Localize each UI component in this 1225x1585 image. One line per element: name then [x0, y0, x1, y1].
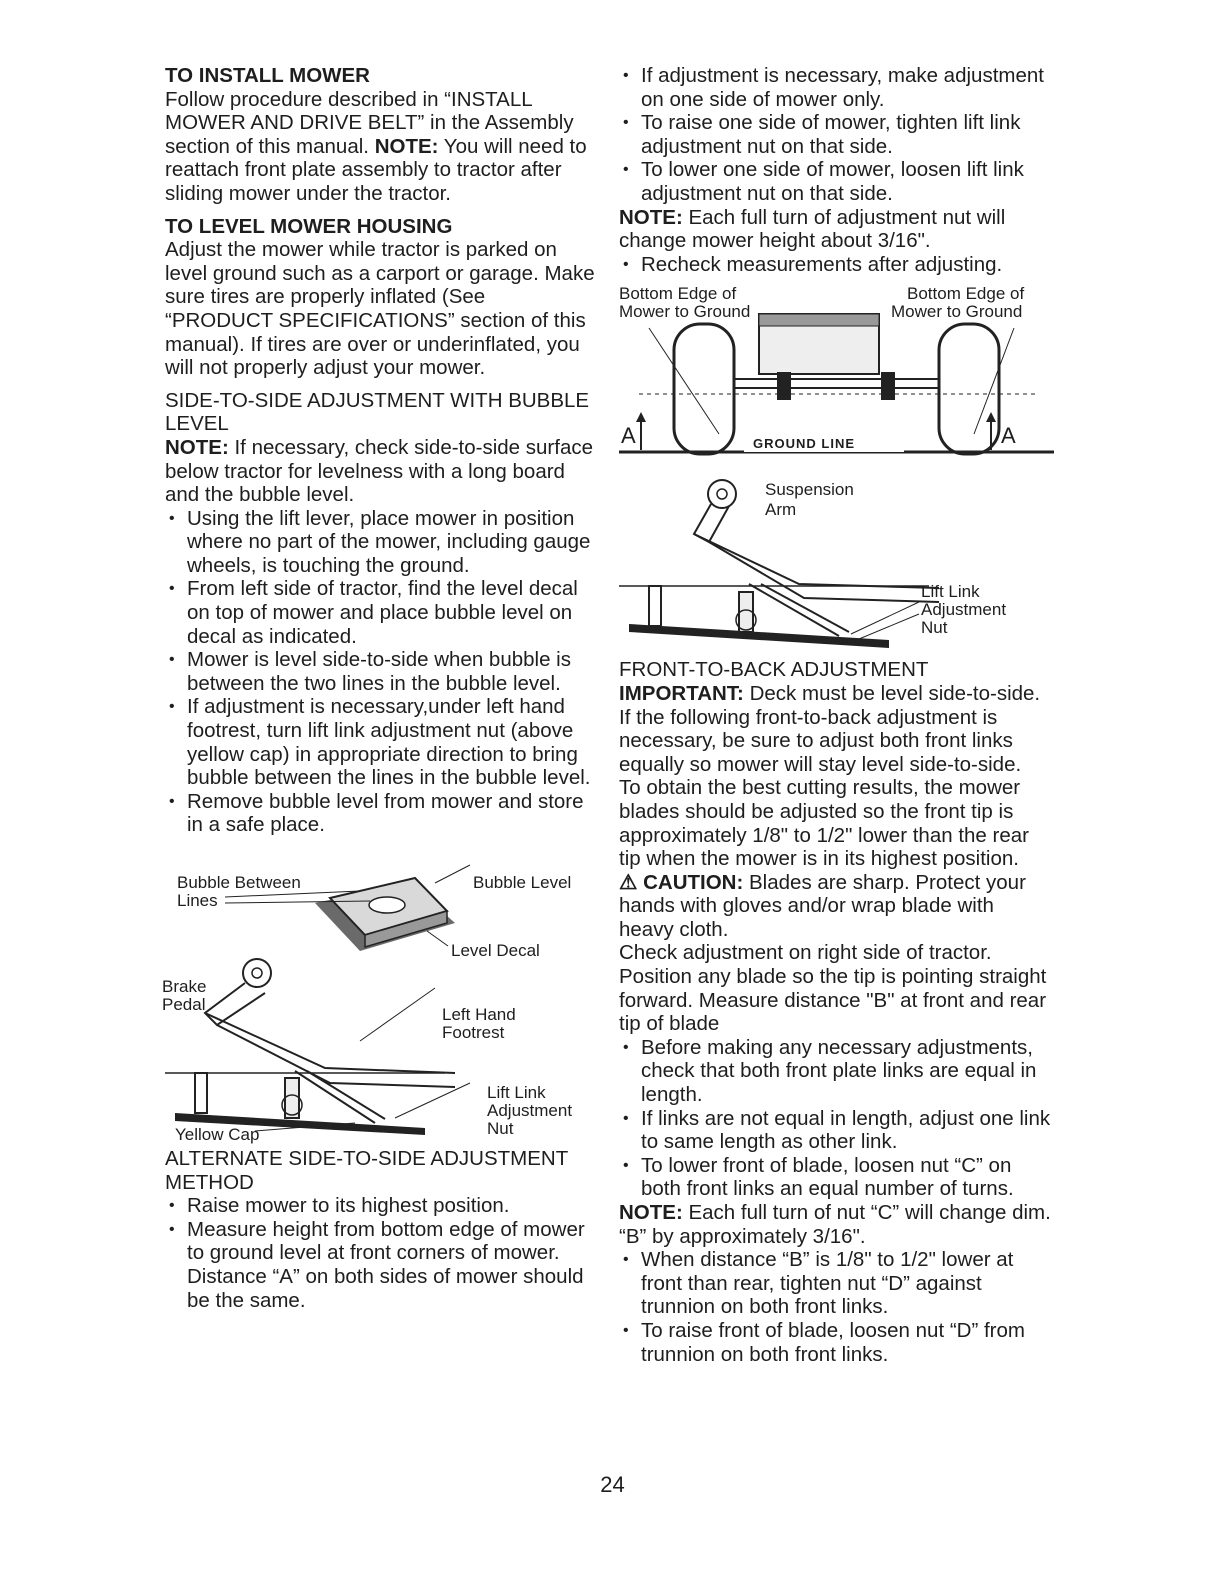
label-nut-right: Nut: [921, 618, 948, 638]
caution-paragraph: ⚠ CAUTION: Blades are sharp. Protect your hands with gloves and/or wrap blade with heavy cloth.: [619, 870, 1026, 941]
important-paragraph: IMPORTANT: Deck must be level side-to-side. If the following front-to-back adjustment is necessary, be sure to adjust both front links equally so mower will stay level side-to-side.: [619, 681, 1041, 776]
ground-line-figure: [619, 284, 1054, 464]
label-adjustment-right: Adjustment: [921, 600, 1007, 620]
side-bullet-list: [165, 507, 595, 837]
recheck-list: [619, 253, 1054, 277]
side-note: NOTE: If necessary, check side-to-side surface below tractor for levelness with a long board and the bubble level.: [165, 435, 593, 507]
mid-bullet-list: [619, 1036, 1054, 1201]
label-brake: Brake: [162, 977, 207, 996]
label-arm: Arm: [765, 500, 797, 520]
list-item: • If adjustment is necessary,under left hand footrest, turn lift link adjustment nut (above yellow cap) in appropriate direction to bring bubble between the lines in the bubble level.: [165, 695, 595, 789]
alt-bullet-list: [165, 1194, 595, 1312]
list-item: • Before making any necessary adjustments, check that both front plate links are equal in length.: [619, 1036, 1054, 1107]
alt-heading: ALTERNATE SIDE-TO-SIDE ADJUSTMENT METHOD: [165, 1147, 568, 1194]
note2-paragraph: NOTE: Each full turn of nut “C” will change dim. “B” by approximately 3/16".: [619, 1201, 1051, 1248]
ftb-heading: FRONT-TO-BACK ADJUSTMENT: [619, 658, 929, 682]
label-ground-line: GROUND LINE: [753, 436, 855, 452]
bubble-level-figure: [162, 843, 595, 1144]
label-lift-link-right: Lift Link: [921, 582, 980, 602]
label-level-decal: Level Decal: [451, 941, 540, 960]
list-item: • From left side of tractor, find the level decal on top of mower and place bubble level on decal as indicated.: [165, 577, 595, 648]
label-left-hand: Left Hand: [442, 1005, 516, 1024]
label-nut: Nut: [487, 1119, 514, 1138]
label-lift-link: Lift Link: [487, 1083, 546, 1102]
label-yellow-cap: Yellow Cap: [175, 1125, 260, 1144]
label-pedal: Pedal: [162, 995, 206, 1014]
suspension-figure: [619, 474, 1054, 654]
label-a-right: A: [1001, 423, 1016, 449]
install-paragraph: Follow procedure described in “INSTALL MOWER AND DRIVE BELT” in the Assembly section of this manual. NOTE: You will need to reattach front plate assembly to tractor after sliding mower under the tractor.: [165, 87, 587, 205]
label-bubble-between: Bubble Between: [177, 873, 301, 892]
list-item: • To lower one side of mower, loosen lift link adjustment nut on that side.: [619, 158, 1054, 205]
list-item: • Measure height from bottom edge of mower to ground level at front corners of mower. Distance “A” on both sides of mower should be the same.: [165, 1218, 595, 1312]
label-footrest: Footrest: [442, 1023, 505, 1042]
list-item: • To raise front of blade, loosen nut “D” from trunnion on both front links.: [619, 1319, 1054, 1366]
label-a-left: A: [621, 423, 636, 449]
left-column: [162, 64, 595, 1312]
label-adjustment: Adjustment: [487, 1101, 573, 1120]
label-bottom-edge-left: Bottom Edge of: [619, 284, 737, 304]
caution-keyword: CAUTION:: [643, 870, 744, 894]
list-item: • If adjustment is necessary, make adjustment on one side of mower only.: [619, 64, 1054, 111]
warning-icon: ⚠: [619, 870, 638, 894]
note-keyword: NOTE:: [619, 1201, 683, 1224]
list-item: • To lower front of blade, loosen nut “C” on both front links an equal number of turns.: [619, 1154, 1054, 1201]
obtain-paragraph: To obtain the best cutting results, the mower blades should be adjusted so the front tip is approximately 1/8" to 1/2" lower than the rear tip when the mower is in its highest position.: [619, 776, 1029, 871]
level-paragraph: Adjust the mower while tractor is parked on level ground such as a carport or garage. Make sure tires are properly inflated (See “PRODUCT SPECIFICATIONS” section of this manual). If tires are over or underinflated, you will not properly adjust your mower.: [165, 238, 595, 380]
label-lines: Lines: [177, 891, 218, 910]
list-item: • Mower is level side-to-side when bubble is between the two lines in the bubble level.: [165, 648, 595, 695]
label-suspension: Suspension: [765, 480, 854, 500]
level-heading: TO LEVEL MOWER HOUSING: [165, 214, 453, 238]
important-keyword: IMPORTANT:: [619, 681, 744, 705]
suspension-illustration: [619, 474, 1054, 654]
list-item: • To raise one side of mower, tighten lift link adjustment nut on that side.: [619, 111, 1054, 158]
install-heading: TO INSTALL MOWER: [165, 64, 370, 87]
list-item: • Remove bubble level from mower and store in a safe place.: [165, 790, 595, 837]
list-item: • If links are not equal in length, adjust one link to same length as other link.: [619, 1107, 1054, 1154]
list-item: • Raise mower to its highest position.: [165, 1194, 595, 1218]
end-bullet-list: [619, 1248, 1054, 1366]
note-keyword: NOTE:: [619, 205, 683, 229]
label-mower-to-ground-left: Mower to Ground: [619, 302, 751, 322]
page-number: 24: [600, 1472, 625, 1497]
height-note: NOTE: Each full turn of adjustment nut will change mower height about 3/16".: [619, 205, 1006, 253]
label-mower-to-ground-right: Mower to Ground: [891, 302, 1023, 322]
top-bullet-list: [619, 64, 1054, 206]
list-item: • Recheck measurements after adjusting.: [619, 253, 1054, 277]
note-keyword: NOTE:: [165, 435, 229, 459]
check-paragraph: Check adjustment on right side of tractor. Position any blade so the tip is pointing straight forward. Measure distance "B" at front and rear tip of blade: [619, 941, 1047, 1036]
right-column: [619, 64, 1054, 1366]
label-bottom-edge-right: Bottom Edge of: [907, 284, 1025, 304]
label-bubble-level: Bubble Level: [473, 873, 572, 892]
side-heading: SIDE-TO-SIDE ADJUSTMENT WITH BUBBLE LEVEL: [165, 388, 590, 436]
note-keyword: NOTE:: [374, 134, 439, 158]
list-item: • Using the lift lever, place mower in position where no part of the mower, including gauge wheels, is touching the ground.: [165, 507, 595, 578]
list-item: • When distance “B” is 1/8" to 1/2" lower at front than rear, tighten nut “D” against trunnion on both front links.: [619, 1248, 1054, 1319]
